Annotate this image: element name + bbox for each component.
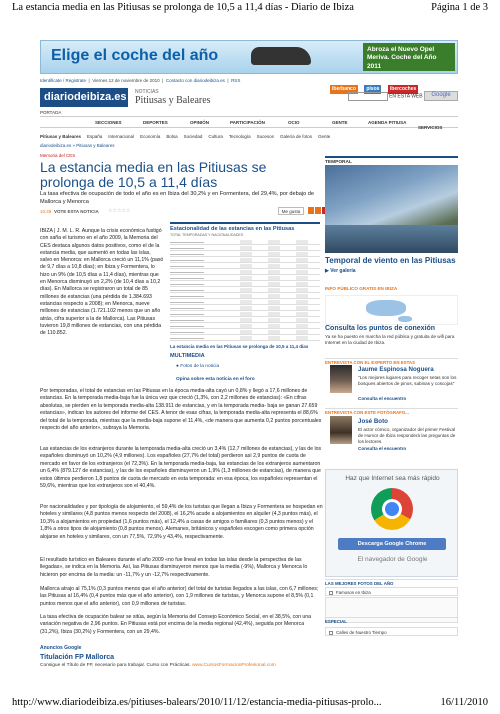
interview-label-1: ENTREVISTA CON EL EXPERTO EN ESTAS bbox=[325, 358, 458, 365]
stats-cell bbox=[240, 294, 252, 298]
subnav-item-sucesos[interactable]: Sucesos bbox=[256, 134, 274, 139]
person2-link[interactable]: Consulta el encuentro bbox=[358, 446, 407, 451]
subnav-item-gente[interactable]: Gente bbox=[317, 134, 331, 139]
subnav-item-cultura[interactable]: Cultura bbox=[208, 134, 223, 139]
masthead bbox=[40, 88, 458, 110]
nav-secciones[interactable]: SECCIONES bbox=[95, 120, 122, 125]
sub-navigation bbox=[40, 134, 458, 142]
stats-row bbox=[170, 258, 320, 263]
stats-cell bbox=[268, 252, 280, 256]
stats-row-label bbox=[170, 248, 204, 249]
car-image bbox=[251, 47, 311, 65]
person2-quote: El actor cómico, organizador del primer Festival de Humor de Ibiza responderá las preguntas de los lectores. bbox=[358, 427, 456, 444]
nav-gente[interactable]: GENTE bbox=[332, 120, 348, 125]
article-paragraph-3: Las estancias de los extranjeros durante la temporada media-alta creció un 3,4% (12,7 millones de estancias), y las de los españoles disminuyó un 10,2% (4,9 millones). Los españoles (27,7% del total) perdieron así 2,9 puntos de cuota de mercado en favor de los extranjeros (el 72,3%). En la temporada media-baja, las estancias de los extranjeros aumentaron un 6,4% (879.127 de estancias), y las de los españoles disminuyeron un 1,9% (1,3 millones de estancias), de manera que estos últimos perdieron 1,8 puntos de cuota de mercado en esta temporada: en esa época, los españoles representan el 59,6%, mientras que los extranjeros son el 40,4%. bbox=[40, 446, 322, 490]
ad-banner[interactable] bbox=[40, 40, 458, 74]
stats-cell bbox=[296, 282, 308, 286]
stats-cell bbox=[268, 246, 280, 250]
stats-row bbox=[170, 252, 320, 257]
stats-row-label bbox=[170, 320, 204, 321]
print-icon[interactable] bbox=[315, 207, 321, 214]
like-button[interactable]: Me gusta bbox=[278, 207, 304, 215]
print-date: 16/11/2010 bbox=[440, 697, 488, 708]
stats-cell bbox=[240, 306, 252, 310]
stats-row-label bbox=[170, 284, 204, 285]
stats-cell bbox=[240, 258, 252, 262]
avatar-2 bbox=[330, 416, 352, 444]
fotos-link-text: Fotos de la noticia bbox=[180, 364, 220, 369]
stats-cell bbox=[296, 258, 308, 262]
stats-cell bbox=[296, 312, 308, 316]
gallery-icon: ▶ bbox=[325, 268, 331, 274]
camera-icon: ● bbox=[176, 364, 181, 369]
stats-cell bbox=[296, 264, 308, 268]
stats-cell bbox=[268, 276, 280, 280]
stats-cell bbox=[296, 294, 308, 298]
search-input[interactable] bbox=[348, 92, 388, 101]
person1-name[interactable]: Jaume Espinosa Noguera bbox=[358, 366, 434, 373]
gallery-link[interactable] bbox=[325, 268, 458, 274]
stats-cell bbox=[240, 264, 252, 268]
especial-label: ESPECIAL bbox=[325, 617, 458, 624]
ads-label[interactable]: Anuncios Google bbox=[40, 645, 82, 651]
stats-row bbox=[170, 246, 320, 251]
multimedia-label: MULTIMEDIA bbox=[170, 353, 205, 359]
temporal-label: TEMPORAL bbox=[325, 156, 458, 165]
stats-row bbox=[170, 336, 320, 341]
chrome-ad[interactable] bbox=[325, 469, 458, 577]
stats-row bbox=[170, 240, 320, 245]
especial-item[interactable] bbox=[325, 627, 458, 636]
nav-deportes[interactable]: DEPORTES bbox=[143, 120, 168, 125]
stats-cell bbox=[240, 336, 252, 340]
stats-row bbox=[170, 270, 320, 275]
print-header bbox=[12, 2, 488, 16]
banner-promo: Abroza el Nuevo Opel Meriva. Coche del Año 2011 bbox=[363, 43, 455, 71]
share-icon[interactable] bbox=[308, 207, 314, 214]
best-photos-item[interactable] bbox=[325, 587, 458, 596]
stats-cell bbox=[268, 330, 280, 334]
stats-cell bbox=[268, 336, 280, 340]
ibiza-shape bbox=[366, 300, 406, 316]
stats-row-label bbox=[170, 254, 204, 255]
subnav-item-tecnologia[interactable]: Tecnología bbox=[228, 134, 251, 139]
stats-cell bbox=[240, 318, 252, 322]
subnav-item-galeria[interactable]: Galería de fotos bbox=[279, 134, 312, 139]
chrome-download-button[interactable]: Descarga Google Chrome bbox=[338, 538, 446, 550]
chrome-logo-center bbox=[385, 502, 399, 516]
rating-stars[interactable]: ☆☆☆☆☆ bbox=[108, 208, 131, 214]
best-photos-label: LAS MEJORES FOTOS DEL AÑO bbox=[325, 579, 458, 586]
search-area bbox=[348, 91, 458, 101]
sections-bar bbox=[40, 116, 458, 128]
stats-row-label bbox=[170, 338, 204, 339]
stats-row bbox=[170, 282, 320, 287]
section-title: Pitiusas y Baleares bbox=[135, 95, 211, 106]
stats-row bbox=[170, 324, 320, 329]
subnav-item-pitiusas[interactable]: Pitiusas y Baleares bbox=[40, 134, 82, 139]
stats-row-label bbox=[170, 260, 204, 261]
stats-cell bbox=[240, 300, 252, 304]
island-map[interactable] bbox=[325, 295, 458, 325]
stats-row bbox=[170, 300, 320, 305]
stats-cell bbox=[268, 270, 280, 274]
print-url: http://www.diariodeibiza.es/pitiuses-balears/2010/11/12/estancia-media-pitiusas-prolo... bbox=[12, 697, 382, 708]
stats-cell bbox=[240, 288, 252, 292]
noticias-label: NOTICIAS bbox=[135, 89, 159, 95]
interview-label-2: ENTREVISTA CON ESTE FOTÓGRAFO... bbox=[325, 408, 458, 415]
article-toolbar bbox=[40, 207, 325, 217]
stats-cell bbox=[240, 270, 252, 274]
stats-row-label bbox=[170, 242, 204, 243]
article-paragraph-7: La tasa efectiva de ocupación balear se sitúa, según la Memoria del Consejo Económico Social, en el 38,5%, con una variación negativa de 2,96 puntos. En Pitiusas está por encima de la media regional (42,4%), seguida por Menorca (31,2%), Ibiza (30,2%) y Formentera, con un 29,4%. bbox=[40, 614, 312, 635]
nav-opinion[interactable]: OPINIÓN bbox=[190, 120, 210, 125]
top-bar: Identificate / Registrate | Viernes 12 de noviembre de 2010 | Contacto con diariodeibiza.es | RSS bbox=[40, 78, 241, 83]
stats-cell bbox=[268, 300, 280, 304]
ad-title[interactable]: Titulación FP Mallorca bbox=[40, 654, 115, 661]
formentera-shape bbox=[398, 316, 412, 322]
subnav-item-internacional[interactable]: Internacional bbox=[108, 134, 135, 139]
checkbox-icon bbox=[329, 631, 333, 635]
stats-row bbox=[170, 276, 320, 281]
nav-agenda[interactable]: AGENDA PITIUSA bbox=[368, 120, 407, 125]
forum-link[interactable]: Opina sobre esta noticia en el foro bbox=[176, 377, 255, 382]
article-kicker: Memoria del CES bbox=[40, 153, 76, 158]
stats-cell bbox=[296, 246, 308, 250]
best-photos-text: Famosos en Ibiza bbox=[336, 590, 371, 595]
stats-cell bbox=[296, 300, 308, 304]
article-paragraph-4: Por nacionalidades y por tipología de alojamiento, el 59,4% de los turistas que llegan a Ibiza y Formentera se hospedan en hoteles y similares (4,8 puntos menos respecto del 2008), el 16,2% acude a alojamientos en alquiler (4,3 puntos más), el 10,3% a alojamientos en propiedad (1,6 puntos más), el 12,4% a casas de amigos o familiares (0,3 puntos menos) y el 1,8% a otros tipos de alojamiento (0,8 puntos menos). Alemanes, británicos y españoles escogen como primera opción alojarse en hoteles y similares, con un 77,5%, 72,9% y 43,4%, respectivamente. bbox=[40, 504, 323, 540]
stats-cell bbox=[240, 330, 252, 334]
consulta-subtitle: Ya se ha puesto en marcha la red pública y gratuita de wifi para Internet en la ciudad de Ibiza. bbox=[325, 334, 455, 345]
stats-title: Estacionalidad de las estancias en las Pitiusas bbox=[170, 226, 295, 232]
login-link[interactable]: Identificate / Registrate bbox=[40, 78, 87, 83]
stats-row bbox=[170, 288, 320, 293]
stats-row-label bbox=[170, 272, 204, 273]
stats-row bbox=[170, 294, 320, 299]
banner-text: Elige el coche del año bbox=[51, 47, 219, 64]
article-time: 10:49 bbox=[40, 209, 52, 214]
print-footer bbox=[12, 697, 488, 711]
stats-row-label bbox=[170, 314, 204, 315]
stats-cell bbox=[268, 282, 280, 286]
stats-subtitle: TOTAL TEMPORADAS Y NACIONALIDADES bbox=[170, 233, 244, 237]
search-scope-label[interactable]: EN ESTA WEB bbox=[389, 93, 423, 100]
stats-cell bbox=[296, 276, 308, 280]
stats-row-label bbox=[170, 278, 204, 279]
google-search-button[interactable]: Google bbox=[424, 91, 458, 101]
sea-area bbox=[325, 225, 458, 253]
article-paragraph-2: Por temporadas, el total de estancias en las Pitiusas en la época media-alta cayó un 0,8% y llegó a 17,6 millones de estancias. En la temporada media-baja fue la única vez que creció (1,3%, con 2,2 millones de estancias): «En cifras absolutas, se pierden en la temporada media-alta 138.911 de estancias, y en la temporada media- baja se ganan 27.659 estancias», indican los autores del informe del CES. A tenor de esas cifras, la temporada media-alta representa el 88,6% del total de la temporada, mientras que la media-baja supone el 11,4%, «de manera que aumenta 0,2 puntos porcentuales respecto del año anterior», subraya la Memoria. bbox=[40, 388, 322, 432]
stats-row bbox=[170, 330, 320, 335]
subnav-item-economia[interactable]: Economía bbox=[140, 134, 161, 139]
person1-quote: "Los mejores lugares para recoger setas son los bosques abiertos de pinos, sabinas y coscojas" bbox=[358, 375, 457, 386]
print-page-number: Página 1 de 3 bbox=[431, 2, 488, 13]
stats-row bbox=[170, 264, 320, 269]
stats-cell bbox=[296, 330, 308, 334]
stats-row-label bbox=[170, 290, 204, 291]
stats-cell bbox=[268, 294, 280, 298]
stats-cell bbox=[268, 264, 280, 268]
stats-cell bbox=[268, 258, 280, 262]
partner-logo-2[interactable]: pisos bbox=[366, 86, 380, 92]
subnav-item-espana[interactable]: España bbox=[87, 134, 103, 139]
stats-cell bbox=[268, 312, 280, 316]
especial-text: Calles de Nuestro Tiempo bbox=[336, 630, 387, 635]
stats-cell bbox=[296, 324, 308, 328]
article-paragraph-1: IBIZA | J. M. L. R. Aunque la crisis económica fustigó con saña el turismo en el año 2009, la Memoria del CES destaca algunos datos positivos, como el de la estancia media, que aumentó en todas las islas, salvo en Menorca: en Mallorca creció un 11,1% (pasó de 9,7 días a 10,8 días); en Ibiza y Formentera, lo hizo un 9% (de 10,5 días a 11,4 días), mientras que en Menorca disminuyó un 2,2% (de 10,4 días a 10,2 días). En Mallorca se registraron un total de 85 millones de estancias (una pérdida de 1.384.693 estancias respecto a 2008); en Menorca, nueve millones de estancias (1.721.102 menos que un año atrás, cifra superior a la de Mallorca). Las Pitiusas tuvieron 19,8 millones de estancias, con una pérdida de 110.852. bbox=[40, 228, 164, 337]
vote-label: VOTE ESTA NOTICIA bbox=[54, 209, 99, 214]
ad-text-block bbox=[40, 663, 325, 668]
stats-row bbox=[170, 312, 320, 317]
stats-row bbox=[170, 306, 320, 311]
checkbox-icon bbox=[329, 591, 333, 595]
portada-link[interactable]: PORTADA bbox=[40, 110, 62, 115]
chrome-logo-icon bbox=[371, 488, 413, 530]
site-logo[interactable]: diariodeibiza.es bbox=[40, 88, 128, 107]
stats-row-label bbox=[170, 326, 204, 327]
rss-link[interactable]: RSS bbox=[231, 78, 241, 83]
person1-link[interactable]: Consulta el encuentro bbox=[358, 396, 407, 401]
stats-cell bbox=[296, 318, 308, 322]
partner-logo-1[interactable]: iberbanco bbox=[332, 86, 356, 92]
article-paragraph-5: El resultado turístico en Baleares durante el año 2009 «no fue lineal en todas las islas desde la perspectiva de las llegadas», se indica en la Memoria. Así, las Pitiusas disminuyeron menos que la media (-9%), Mallorca y Menorca lo hicieron por encima de la media: un -11,7% y un -12,7% respectivamente. bbox=[40, 557, 308, 578]
partner-logo-3[interactable]: ibercoches bbox=[389, 86, 417, 92]
stats-cell bbox=[268, 306, 280, 310]
stats-cell bbox=[296, 288, 308, 292]
ad-url[interactable]: www.CursosFormacionProfesional.com bbox=[192, 663, 276, 668]
article-title: La estancia media en las Pitiusas se prolonga de 10,5 a 11,4 días bbox=[40, 159, 267, 190]
stats-cell bbox=[240, 312, 252, 316]
stats-cell bbox=[240, 246, 252, 250]
stats-cell bbox=[296, 336, 308, 340]
storm-photo[interactable] bbox=[325, 165, 458, 253]
breadcrumb[interactable]: diariodeibiza.es » Pitiusas y Baleares bbox=[40, 143, 115, 148]
fotos-link[interactable] bbox=[176, 364, 219, 369]
stats-cell bbox=[296, 306, 308, 310]
info-label: INFO PÚBLICO GRATIS EN IBIZA bbox=[325, 286, 398, 291]
nav-servicios[interactable]: SERVICIOS bbox=[418, 125, 443, 130]
stats-row-label bbox=[170, 308, 204, 309]
stats-cell bbox=[296, 240, 308, 244]
stats-cell bbox=[268, 318, 280, 322]
print-title: La estancia media en las Pitiusas se prolonga de 10,5 a 11,4 días - Diario de Ibiza bbox=[12, 2, 354, 13]
stats-row-label bbox=[170, 266, 204, 267]
stats-cell bbox=[268, 288, 280, 292]
avatar-1 bbox=[330, 365, 352, 393]
stats-cell bbox=[240, 324, 252, 328]
stats-cell bbox=[296, 270, 308, 274]
person2-name[interactable]: José Boto bbox=[358, 418, 388, 425]
stats-row-label bbox=[170, 302, 204, 303]
partner-logos bbox=[328, 77, 458, 92]
stats-row-label bbox=[170, 296, 204, 297]
subnav-item-sociedad[interactable]: Sociedad bbox=[183, 134, 203, 139]
stats-cell bbox=[296, 252, 308, 256]
nav-ocio[interactable]: OCIO bbox=[288, 120, 300, 125]
gallery-link-text: Ver galería bbox=[330, 268, 356, 274]
stats-row bbox=[170, 318, 320, 323]
chrome-heading: Haz que Internet sea más rápido bbox=[345, 475, 440, 482]
stats-caption: La estancia media en las Pitiusas se prolonga de 10,5 a 11,4 días bbox=[170, 344, 309, 349]
stats-row-label bbox=[170, 332, 204, 333]
stats-cell bbox=[240, 276, 252, 280]
stats-cell bbox=[240, 282, 252, 286]
ad-text: Consigue el Título de FP, necesario para trabajar. Curso con Prácticas. bbox=[40, 663, 191, 668]
date-text: Viernes 12 de noviembre de 2010 bbox=[92, 78, 160, 83]
contact-link[interactable]: Contacto con diariodeibiza.es bbox=[165, 78, 225, 83]
consulta-title[interactable]: Consulta los puntos de conexión bbox=[325, 325, 436, 332]
stats-table bbox=[170, 222, 320, 340]
stats-cell bbox=[240, 240, 252, 244]
stats-cell bbox=[268, 324, 280, 328]
stats-cell bbox=[268, 240, 280, 244]
stats-cell bbox=[240, 252, 252, 256]
chrome-tagline: El navegador de Google bbox=[357, 556, 428, 563]
subnav-item-bolsa[interactable]: Bolsa bbox=[166, 134, 178, 139]
temporal-title[interactable]: Temporal de viento en las Pitiusas bbox=[325, 256, 456, 265]
nav-participacion[interactable]: PARTICIPACIÓN bbox=[230, 120, 265, 125]
article-paragraph-6: Mallorca atrajo al 75,1% (0,3 puntos menos que el año anterior) del total de turistas llegados a las islas, con 6,7 millones; las Pitiusas al 16,4% (0,4 puntos más que el año anterior), con 1,9 millones de turistas, y Menorca supone el 8,5% (0,1 puntos menos que el año anterior), con 0,9 millones de turistas. bbox=[40, 586, 319, 607]
article-deck: La tasa efectiva de ocupación de todo el año es en Ibiza del 30,2% y en Formentera, del 29,4%, por debajo de Mallorca y Menorca bbox=[40, 191, 314, 205]
